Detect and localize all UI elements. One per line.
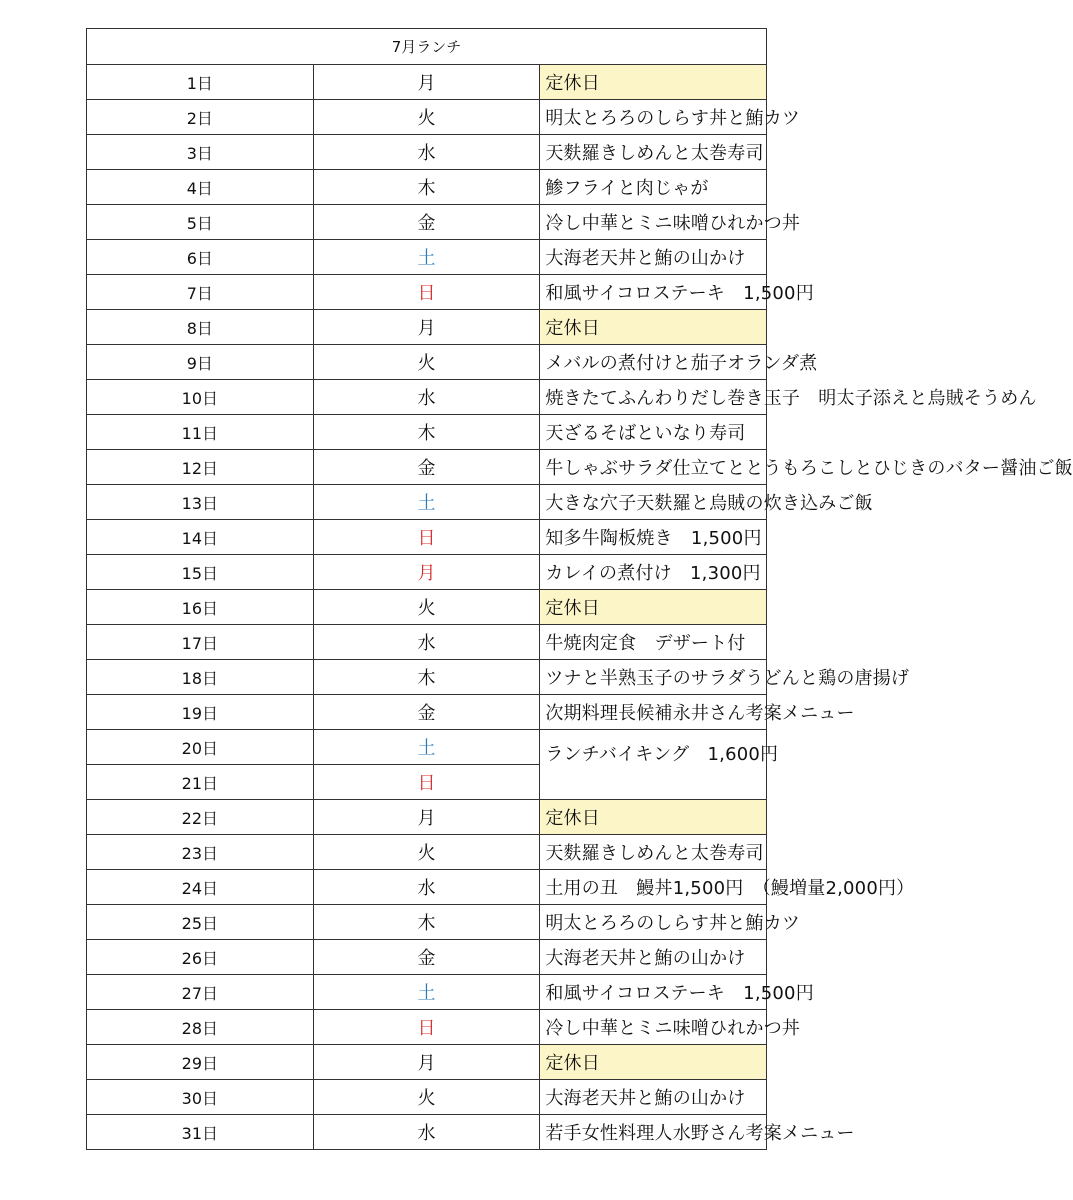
menu-item-cell: ランチバイキング 1,600円 xyxy=(540,730,767,800)
weekday-cell: 土 xyxy=(313,240,540,275)
menu-item-cell: 和風サイコロステーキ 1,500円 xyxy=(540,275,767,310)
weekday-cell: 水 xyxy=(313,870,540,905)
weekday-cell: 水 xyxy=(313,380,540,415)
table-row xyxy=(87,1045,767,1080)
menu-item-cell: 知多牛陶板焼き 1,500円 xyxy=(540,520,767,555)
table-row xyxy=(87,135,767,170)
weekday-cell: 月 xyxy=(313,65,540,100)
day-cell: 6日 xyxy=(87,240,314,275)
day-cell: 31日 xyxy=(87,1115,314,1150)
menu-item-cell: 明太とろろのしらす丼と鮪カツ xyxy=(540,100,767,135)
weekday-cell: 月 xyxy=(313,310,540,345)
weekday-cell: 金 xyxy=(313,205,540,240)
table-row xyxy=(87,1010,767,1045)
weekday-cell: 木 xyxy=(313,905,540,940)
menu-item-cell: 土用の丑 鰻丼1,500円 （鰻増量2,000円） xyxy=(540,870,767,905)
day-cell: 14日 xyxy=(87,520,314,555)
table-row xyxy=(87,170,767,205)
menu-item-cell: 天ざるそばといなり寿司 xyxy=(540,415,767,450)
menu-item-cell: 明太とろろのしらす丼と鮪カツ xyxy=(540,905,767,940)
table-row xyxy=(87,485,767,520)
weekday-cell: 水 xyxy=(313,1115,540,1150)
day-cell: 28日 xyxy=(87,1010,314,1045)
day-cell: 30日 xyxy=(87,1080,314,1115)
weekday-cell: 火 xyxy=(313,590,540,625)
menu-item-cell: 天麩羅きしめんと太巻寿司 xyxy=(540,135,767,170)
weekday-cell: 土 xyxy=(313,730,540,765)
table-row xyxy=(87,730,767,765)
menu-item-cell: 冷し中華とミニ味噌ひれかつ丼 xyxy=(540,205,767,240)
weekday-cell: 木 xyxy=(313,415,540,450)
table-row xyxy=(87,1115,767,1150)
weekday-cell: 火 xyxy=(313,345,540,380)
weekday-cell: 金 xyxy=(313,940,540,975)
menu-item-cell: 焼きたてふんわりだし巻き玉子 明太子添えと烏賊そうめん xyxy=(540,380,767,415)
table-row xyxy=(87,940,767,975)
table-row xyxy=(87,695,767,730)
menu-item-cell: ツナと半熟玉子のサラダうどんと鶏の唐揚げ xyxy=(540,660,767,695)
table-row xyxy=(87,870,767,905)
weekday-cell: 火 xyxy=(313,100,540,135)
menu-item-cell: 大きな穴子天麩羅と烏賊の炊き込みご飯 xyxy=(540,485,767,520)
weekday-cell: 木 xyxy=(313,660,540,695)
weekday-cell: 土 xyxy=(313,485,540,520)
weekday-cell: 日 xyxy=(313,1010,540,1045)
weekday-cell: 金 xyxy=(313,450,540,485)
table-row xyxy=(87,275,767,310)
weekday-cell: 木 xyxy=(313,170,540,205)
menu-item-cell: 和風サイコロステーキ 1,500円 xyxy=(540,975,767,1010)
day-cell: 29日 xyxy=(87,1045,314,1080)
closed-day-cell: 定休日 xyxy=(540,590,767,625)
table-row xyxy=(87,100,767,135)
menu-item-cell: 天麩羅きしめんと太巻寿司 xyxy=(540,835,767,870)
table-row xyxy=(87,65,767,100)
menu-item-cell: 鯵フライと肉じゃが xyxy=(540,170,767,205)
weekday-cell: 火 xyxy=(313,835,540,870)
day-cell: 15日 xyxy=(87,555,314,590)
menu-item-cell: 若手女性料理人水野さん考案メニュー xyxy=(540,1115,767,1150)
day-cell: 7日 xyxy=(87,275,314,310)
day-cell: 10日 xyxy=(87,380,314,415)
menu-item-cell: 牛焼肉定食 デザート付 xyxy=(540,625,767,660)
weekday-cell: 日 xyxy=(313,520,540,555)
day-cell: 22日 xyxy=(87,800,314,835)
menu-item-cell: 大海老天丼と鮪の山かけ xyxy=(540,940,767,975)
weekday-cell: 水 xyxy=(313,625,540,660)
day-cell: 2日 xyxy=(87,100,314,135)
table-row xyxy=(87,345,767,380)
weekday-cell: 月 xyxy=(313,1045,540,1080)
menu-item-cell: カレイの煮付け 1,300円 xyxy=(540,555,767,590)
day-cell: 13日 xyxy=(87,485,314,520)
menu-item-cell: 大海老天丼と鮪の山かけ xyxy=(540,1080,767,1115)
table-row xyxy=(87,380,767,415)
menu-item-cell: 冷し中華とミニ味噌ひれかつ丼 xyxy=(540,1010,767,1045)
table-row xyxy=(87,415,767,450)
closed-day-cell: 定休日 xyxy=(540,65,767,100)
day-cell: 8日 xyxy=(87,310,314,345)
menu-item-cell: メバルの煮付けと茄子オランダ煮 xyxy=(540,345,767,380)
table-row xyxy=(87,625,767,660)
weekday-cell: 日 xyxy=(313,765,540,800)
table-row xyxy=(87,590,767,625)
day-cell: 1日 xyxy=(87,65,314,100)
weekday-cell: 日 xyxy=(313,275,540,310)
menu-item-cell: 次期料理長候補永井さん考案メニュー xyxy=(540,695,767,730)
closed-day-cell: 定休日 xyxy=(540,800,767,835)
table-row xyxy=(87,310,767,345)
day-cell: 19日 xyxy=(87,695,314,730)
day-cell: 18日 xyxy=(87,660,314,695)
weekday-cell: 水 xyxy=(313,135,540,170)
table-row xyxy=(87,450,767,485)
table-row xyxy=(87,520,767,555)
weekday-cell: 火 xyxy=(313,1080,540,1115)
closed-day-cell: 定休日 xyxy=(540,310,767,345)
day-cell: 24日 xyxy=(87,870,314,905)
table-row xyxy=(87,1080,767,1115)
weekday-cell: 土 xyxy=(313,975,540,1010)
day-cell: 23日 xyxy=(87,835,314,870)
table-row xyxy=(87,205,767,240)
weekday-cell: 金 xyxy=(313,695,540,730)
day-cell: 11日 xyxy=(87,415,314,450)
day-cell: 26日 xyxy=(87,940,314,975)
weekday-cell: 月 xyxy=(313,800,540,835)
day-cell: 20日 xyxy=(87,730,314,765)
lunch-menu-table xyxy=(86,28,1073,1150)
day-cell: 25日 xyxy=(87,905,314,940)
day-cell: 21日 xyxy=(87,765,314,800)
day-cell: 27日 xyxy=(87,975,314,1010)
day-cell: 16日 xyxy=(87,590,314,625)
menu-item-cell: 牛しゃぶサラダ仕立てととうもろこしとひじきのバター醤油ご飯 xyxy=(540,450,767,485)
weekday-cell: 月 xyxy=(313,555,540,590)
day-cell: 5日 xyxy=(87,205,314,240)
day-cell: 9日 xyxy=(87,345,314,380)
table-row xyxy=(87,835,767,870)
table-row xyxy=(87,975,767,1010)
day-cell: 4日 xyxy=(87,170,314,205)
day-cell: 12日 xyxy=(87,450,314,485)
lunch-menu-body xyxy=(87,29,1073,1150)
title-row xyxy=(87,29,767,65)
table-row xyxy=(87,240,767,275)
page-title: 7月ランチ xyxy=(87,29,767,65)
day-cell: 3日 xyxy=(87,135,314,170)
menu-item-cell: 大海老天丼と鮪の山かけ xyxy=(540,240,767,275)
table-row xyxy=(87,555,767,590)
table-row xyxy=(87,800,767,835)
table-row xyxy=(87,660,767,695)
day-cell: 17日 xyxy=(87,625,314,660)
table-row xyxy=(87,905,767,940)
closed-day-cell: 定休日 xyxy=(540,1045,767,1080)
